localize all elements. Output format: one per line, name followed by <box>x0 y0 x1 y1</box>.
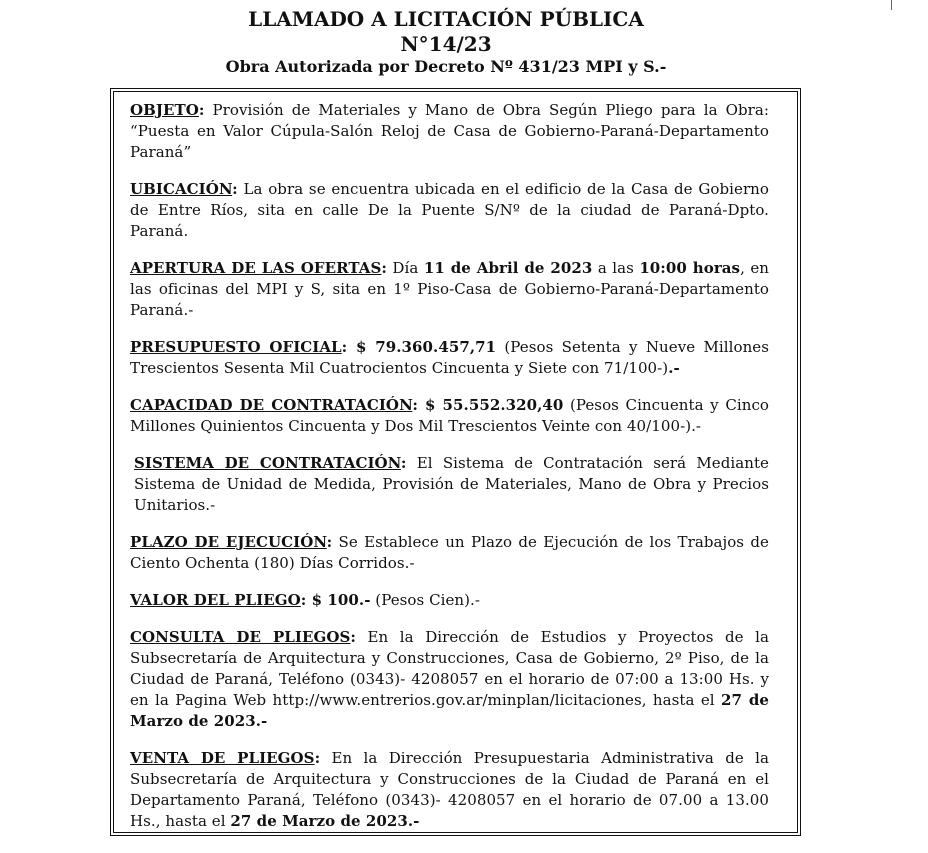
section-apertura <box>130 258 769 321</box>
label-colon: : <box>198 101 205 119</box>
budget-amount: $ 79.360.457,71 <box>347 338 497 356</box>
section-text: Se Establece un Plazo de Ejecución de los Trabajos de Ciento Ochenta (180) Días Corridos.- <box>130 533 769 572</box>
notice-frame <box>110 88 801 836</box>
section-label: PLAZO DE EJECUCIÓN <box>130 533 327 551</box>
label-colon: : <box>326 533 333 551</box>
label-colon: : <box>300 591 307 609</box>
section-text: , en las oficinas del MPI y S, sita en 1º Piso-Casa de Gobierno-Paraná-Departamento Paraná.- <box>130 259 769 319</box>
section-text: Provisión de Materiales y Mano de Obra Según Pliego para la Obra: “Puesta en Valor Cúpula-Salón Reloj de Casa de Gobierno-Paraná-Departamento Paraná” <box>130 101 769 161</box>
section-plazo <box>130 532 769 574</box>
notice-body <box>130 100 769 832</box>
section-ubicacion <box>130 179 769 242</box>
sale-deadline: 27 de Marzo de 2023.- <box>230 812 420 830</box>
section-presupuesto <box>130 337 769 379</box>
label-colon: : <box>341 338 348 356</box>
section-label: UBICACIÓN <box>130 180 233 198</box>
section-text: En la Dirección de Estudios y Proyectos de la Subsecretaría de Arquitectura y Construcciones, Casa de Gobierno, 2º Piso, de la Ciudad de Paraná, Teléfono (0343)- 4208057 en el horario de 07:00 a 13:00 Hs. y en la Pagina Web http://www.entrerios.gov.ar/minplan/licitaciones, hasta el <box>130 628 769 709</box>
price-amount: $ 100.- <box>306 591 371 609</box>
section-label: APERTURA DE LAS OFERTAS <box>130 259 382 277</box>
label-colon: : <box>232 180 238 198</box>
section-valor <box>130 590 769 611</box>
section-tail: .- <box>668 359 680 377</box>
section-text: (Pesos Setenta y Nueve Millones Trescientos Sesenta Mil Cuatrocientos Cincuenta y Siete con 71/100-) <box>130 338 769 377</box>
label-colon: : <box>400 454 407 472</box>
notice-subtitle: Obra Autorizada por Decreto Nº 431/23 MPI y S.- <box>225 57 667 76</box>
section-sistema <box>130 453 769 516</box>
capacity-amount: $ 55.552.320,40 <box>417 396 564 414</box>
section-text: (Pesos Cien).- <box>370 591 480 609</box>
section-label: OBJETO <box>130 101 199 119</box>
section-text: (Pesos Cincuenta y Cinco Millones Quinientos Cincuenta y Dos Mil Trescientos Veinte con 40/100-).- <box>130 396 769 435</box>
notice-title: LLAMADO A LICITACIÓN PÚBLICA <box>248 7 644 31</box>
opening-date: 11 de Abril de 2023 <box>423 259 593 277</box>
section-objeto <box>130 100 769 163</box>
section-text: Día <box>387 259 424 277</box>
section-label: SISTEMA DE CONTRATACIÓN <box>134 454 401 472</box>
label-colon: : <box>381 259 387 277</box>
section-label: CAPACIDAD DE CONTRATACIÓN <box>130 396 413 414</box>
section-capacidad <box>130 395 769 437</box>
section-venta <box>130 748 769 832</box>
section-label: VALOR DEL PLIEGO <box>130 591 301 609</box>
opening-time: 10:00 horas <box>639 259 741 277</box>
section-consulta <box>130 627 769 732</box>
label-colon: : <box>350 628 356 646</box>
section-label: CONSULTA DE PLIEGOS <box>130 628 351 646</box>
label-colon: : <box>412 396 418 414</box>
consult-deadline: 27 de Marzo de 2023.- <box>130 691 769 730</box>
section-text: a las <box>592 259 640 277</box>
section-text: La obra se encuentra ubicada en el edificio de la Casa de Gobierno de Entre Ríos, sita en calle De la Puente S/Nº de la ciudad de Paraná-Dpto. Paraná. <box>130 180 769 240</box>
notice-number: N°14/23 <box>400 32 492 56</box>
section-label: VENTA DE PLIEGOS <box>130 749 315 767</box>
section-label: PRESUPUESTO OFICIAL <box>130 338 342 356</box>
section-text: El Sistema de Contratación será Mediante Sistema de Unidad de Medida, Provisión de Materiales, Mano de Obra y Precios Unitarios.- <box>134 454 769 514</box>
label-colon: : <box>314 749 321 767</box>
section-text: En la Dirección Presupuestaria Administrativa de la Subsecretaría de Arquitectura y Construcciones de la Ciudad de Paraná en el Departamento Paraná, Teléfono (0343)- 4208057 en el horario de 07.00 a 13.00 Hs., hasta el <box>130 749 769 830</box>
